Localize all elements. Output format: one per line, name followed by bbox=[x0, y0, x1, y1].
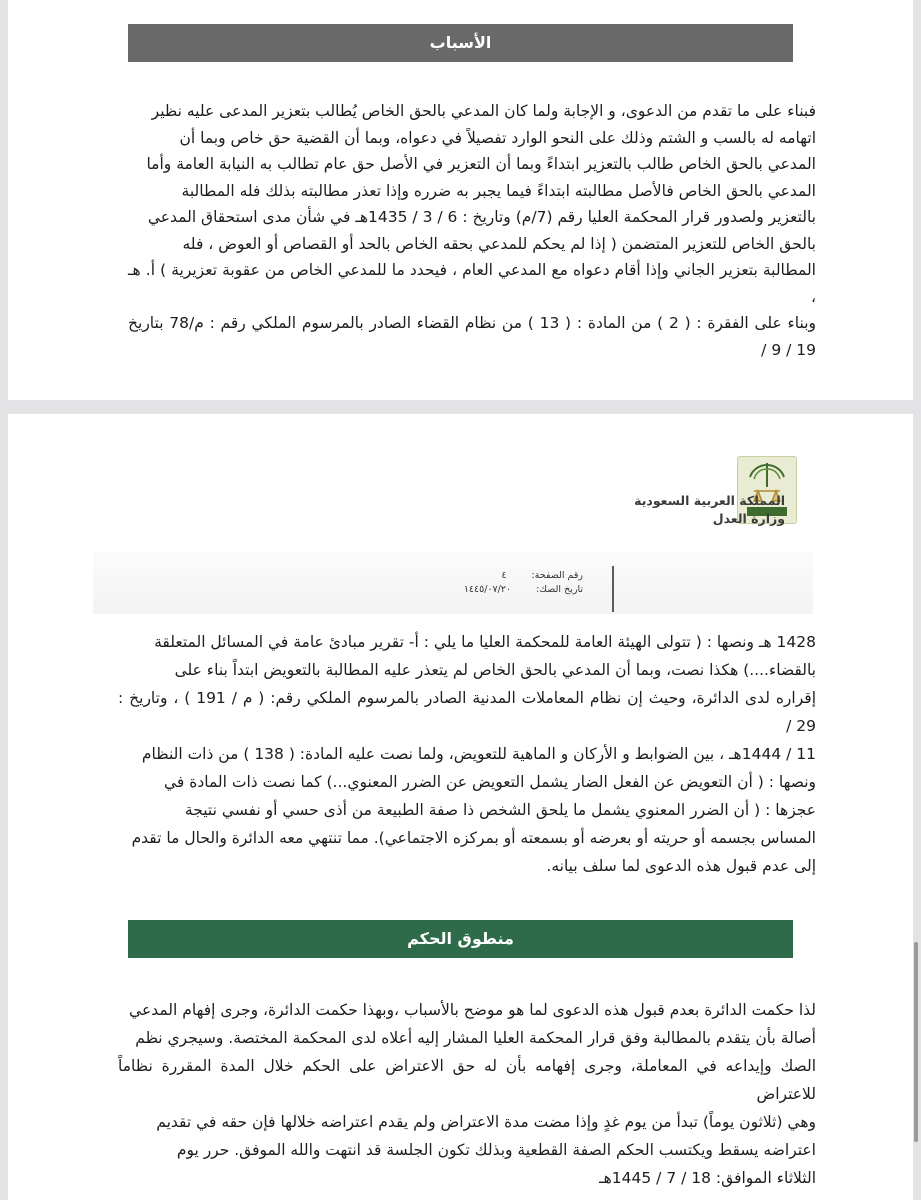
paragraph-line: بالحق الخاص للتعزير المتضمن ( إذا لم يحكم للمدعي بحقه الخاص بالحد أو القصاص أو العوض ، فله bbox=[182, 234, 816, 253]
paragraph-line: اتهامه له بالسب و الشتم وذلك على النحو الوارد تفصيلاً في دعواه، وبما أن القضية حق خاص وبما أن bbox=[179, 128, 816, 147]
paragraph-line: المساس بجسمه أو حريته أو بعرضه أو بسمعته أو بمركزه الاجتماعي). مما تنتهي معه الدائرة والحال ما تقدم bbox=[131, 829, 816, 847]
ministry-name: وزارة العدل bbox=[712, 511, 785, 526]
paragraph-line: المدعي بالحق الخاص طالب بالتعزير ابتداءً وبما أن التعزير في الأصل حق عام تطالب به النيابة العامة وأما bbox=[146, 155, 816, 173]
paragraph-line: الثلاثاء الموافق: 18 / 7 / 1445هـ bbox=[599, 1169, 816, 1187]
verdict-heading-text: منطوق الحكم bbox=[407, 929, 514, 948]
paragraph-line: فبناء على ما تقدم من الدعوى، و الإجابة ولما كان المدعي بالحق الخاص يُطالب بتعزير المدعى عليه نظير bbox=[151, 102, 816, 120]
document-page-1 bbox=[8, 0, 913, 400]
paragraph-line: وهي (ثلاثون يوماً) تبدأ من يوم غدٍ وإذا مضت مدة الاعتراض ولم يقدم اعتراضه خلالها فإن حقه في تقديم bbox=[156, 1113, 816, 1131]
paragraph-line: المطالبة بتعزير الجاني وإذا أقام دعواه مع المدعي العام ، فيحدد ما للمدعي الخاص من عقوبة تعزيرية ) أ. هـ ، bbox=[128, 261, 816, 306]
continuation-paragraph bbox=[118, 628, 816, 880]
reasons-heading bbox=[128, 24, 793, 62]
deed-date-value: ١٤٤٥/٠٧/٢٠ bbox=[463, 584, 512, 595]
deed-date-row bbox=[464, 583, 583, 597]
header-band bbox=[93, 552, 813, 614]
verdict-paragraph bbox=[118, 996, 816, 1192]
scrollbar[interactable] bbox=[914, 942, 918, 1142]
page-number-value: ٤ bbox=[501, 570, 507, 581]
page-number-row bbox=[464, 569, 583, 583]
reasons-heading-text: الأسباب bbox=[429, 33, 492, 52]
paragraph-line: بالقضاء....) هكذا نصت، وبما أن المدعي بالحق الخاص لم يتعذر عليه المطالبة بالتعويض ابتداً بناء على bbox=[174, 661, 816, 679]
verdict-heading bbox=[128, 920, 793, 958]
country-name: المملكة العربية السعودية bbox=[634, 493, 785, 508]
reasons-paragraph bbox=[128, 98, 816, 363]
paragraph-line: المدعي بالحق الخاص فالأصل مطالبته ابتداءً فيما يجبر به ضرره وإذا تعذر مطالبته بذلك فله المطالبة bbox=[181, 181, 816, 200]
ministry-name-block bbox=[634, 492, 785, 528]
paragraph-line: إلى عدم قبول هذه الدعوى لما سلف بيانه. bbox=[546, 857, 816, 875]
paragraph-line: إقراره لدى الدائرة، وحيث إن نظام المعاملات المدنية الصادر بالمرسوم الملكي رقم: ( م / 191 ) ، وتاريخ : 29 / bbox=[118, 689, 816, 735]
paragraph-line: لذا حكمت الدائرة بعدم قبول هذه الدعوى لما هو موضح بالأسباب ،وبهذا حكمت الدائرة، وجرى إفهام المدعي bbox=[129, 1001, 816, 1019]
paragraph-line: أصالة بأن يتقدم بالمطالبة وفق قرار المحكمة العليا المشار إليه أعلاه لدى المحكمة المختصة. وسيجري نظم bbox=[135, 1029, 816, 1047]
page-number-label: رقم الصفحة: bbox=[531, 570, 583, 581]
paragraph-line: وبناء على الفقرة : ( 2 ) من المادة : ( 13 ) من نظام القضاء الصادر بالمرسوم الملكي رقم : م/78 بتاريخ 19 / 9 / bbox=[128, 314, 816, 359]
paragraph-line: الصك وإيداعه في المعاملة، وجرى إفهامه بأن له حق الاعتراض على الحكم خلال المدة المقررة نظاماً للاعتراض bbox=[118, 1057, 816, 1103]
paragraph-line: بالتعزير ولصدور قرار المحكمة العليا رقم (7/م) وتاريخ : 6 / 3 / 1435هـ في شأن مدى استحقاق المدعي bbox=[147, 208, 816, 226]
deed-meta bbox=[464, 569, 583, 597]
document-page-2 bbox=[8, 414, 913, 1200]
meta-divider bbox=[612, 566, 614, 612]
deed-date-label: تاريخ الصك: bbox=[536, 584, 583, 595]
paragraph-line: 1428 هـ ونصها : ( تتولى الهيئة العامة للمحكمة العليا ما يلي : أ- تقرير مبادئ عامة في المسائل المتعلقة bbox=[154, 633, 816, 651]
paragraph-line: عجزها : ( أن الضرر المعنوي يشمل ما يلحق الشخص ذا صفة الطبيعة من أذى حسي أو نفسي نتيجة bbox=[184, 801, 816, 819]
paragraph-line: ونصها : ( أن التعويض عن الفعل الضار يشمل التعويض عن الضرر المعنوي...) كما نصت ذات المادة في bbox=[163, 773, 816, 791]
paragraph-line: اعتراضه يسقط ويكتسب الحكم الصفة القطعية وبذلك تكون الجلسة قد انتهت والله الموفق. حرر يوم bbox=[176, 1141, 816, 1159]
paragraph-line: 11 / 1444هـ ، بين الضوابط و الأركان و الماهية للتعويض، ولما نصت عليه المادة: ( 138 ) من ذات النظام bbox=[141, 745, 816, 763]
